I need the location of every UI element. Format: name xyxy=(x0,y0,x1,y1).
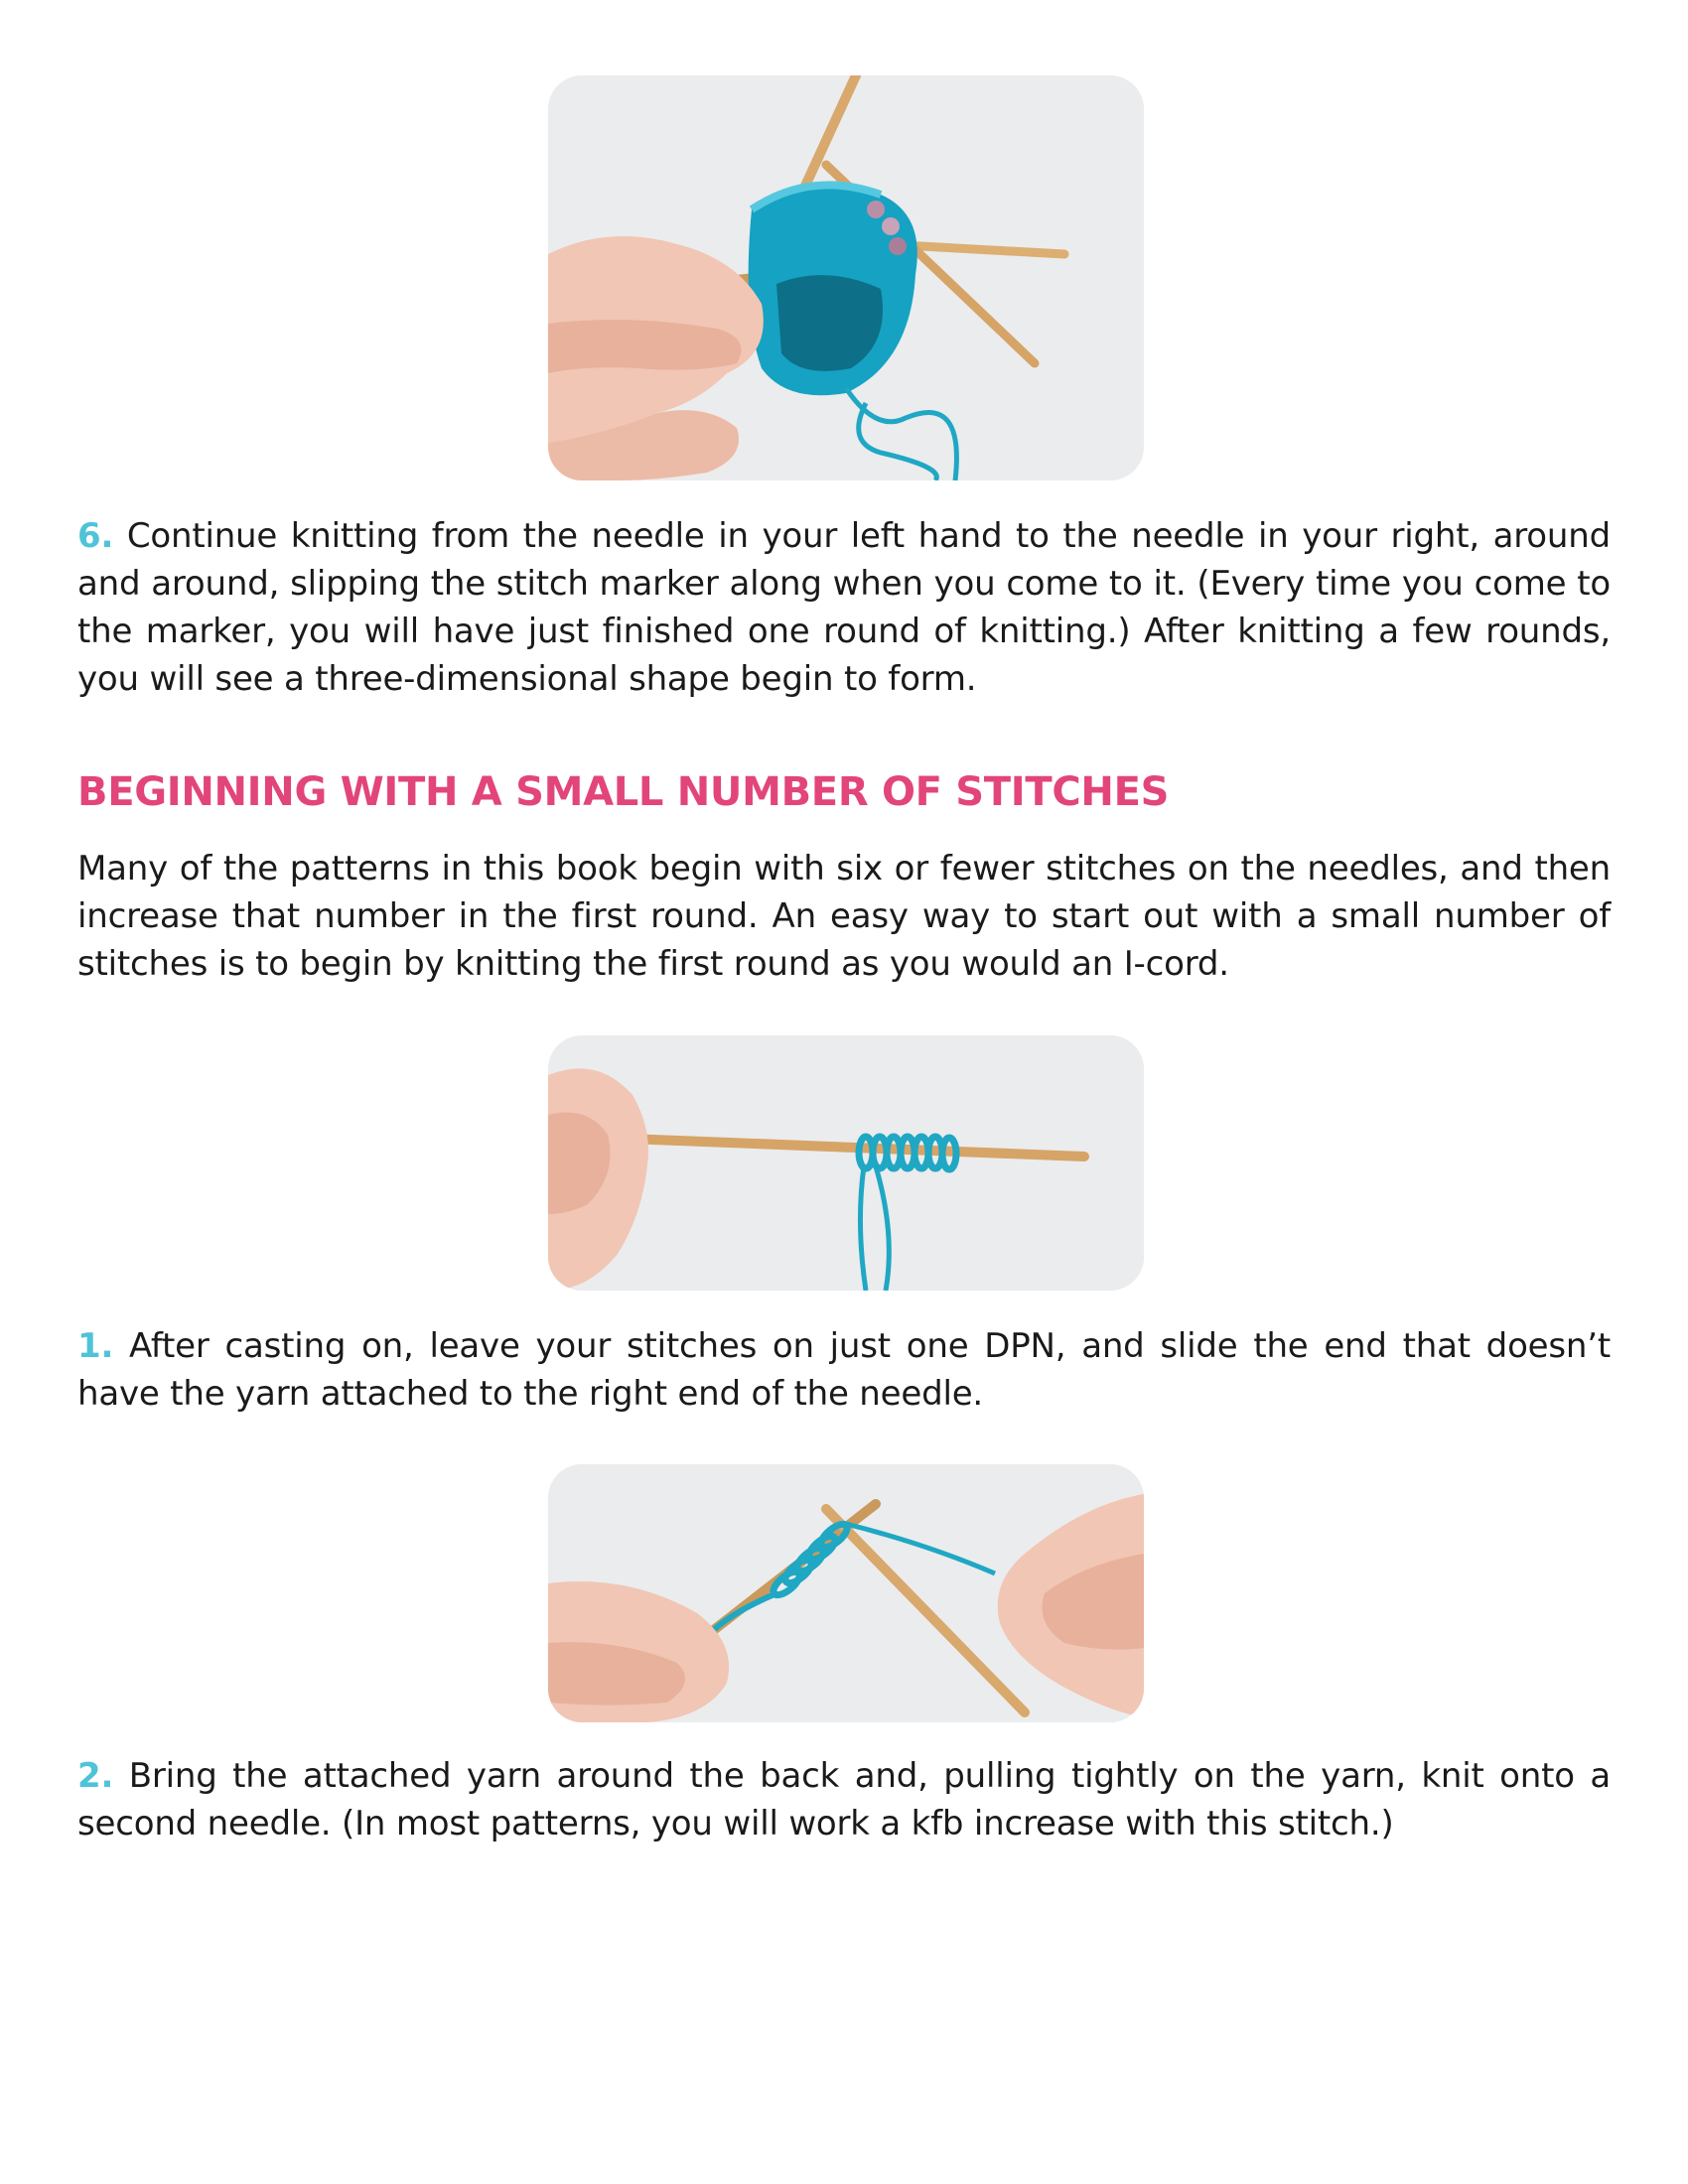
step-2-paragraph xyxy=(77,1752,1611,1847)
step-6-number: 6. xyxy=(77,516,114,556)
step-6-text: Continue knitting from the needle in your left hand to the needle in your right, around and around, slipping the stitch marker along when you come to it. (Every time you come to the marker, you will have just finished one round of knitting.) After knitting a few rounds, you will see a three-dimensional shape begin to form. xyxy=(77,516,1611,699)
step-2-number: 2. xyxy=(77,1756,114,1796)
photo-stitches-on-one-dpn xyxy=(548,1035,1144,1291)
photo-knitting-onto-second-needle xyxy=(548,1464,1144,1722)
section-heading: BEGINNING WITH A SMALL NUMBER OF STITCHES xyxy=(77,769,1170,815)
section-intro-paragraph: Many of the patterns in this book begin with six or fewer stitches on the needles, and then increase that number in the first round. An easy way to start out with a small number of stitches is to begin by knitting the first round as you would an I-cord. xyxy=(77,849,1611,984)
step-2-text: Bring the attached yarn around the back and, pulling tightly on the yarn, knit onto a second needle. (In most patterns, you will work a kfb increase with this stitch.) xyxy=(77,1756,1611,1843)
step-1-number: 1. xyxy=(77,1326,114,1366)
step-1-paragraph xyxy=(77,1322,1611,1418)
photo-knitting-in-the-round xyxy=(548,75,1144,480)
step-1-text: After casting on, leave your stitches on just one DPN, and slide the end that doesn’t have the yarn attached to the right end of the needle. xyxy=(77,1326,1611,1414)
step-6-paragraph xyxy=(77,512,1611,703)
